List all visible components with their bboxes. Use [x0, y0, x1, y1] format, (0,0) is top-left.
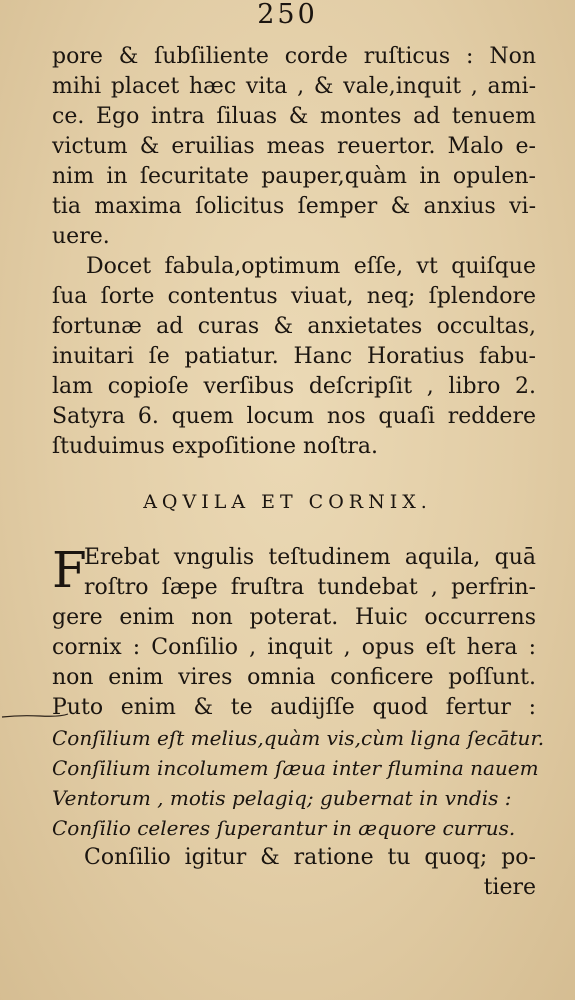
text-line: ſtuduimus expoſitione noſtra.: [52, 434, 379, 459]
text-line: inuitari ſe patiatur. Hanc Horatius fabu-: [52, 344, 536, 369]
text-line: tia maxima ſolicitus ſemper & anxius vi-: [52, 194, 536, 219]
text-line: ce. Ego intra ſiluas & montes ad tenuem: [52, 104, 536, 129]
verse-line: Conſilio celeres ſuperantur in æquore currus.: [52, 816, 516, 840]
text-line: Satyra 6. quem locum nos quaſi reddere: [52, 404, 536, 429]
text-line: victum & eruilias meas reuertor. Malo e-: [52, 134, 536, 159]
text-line: Erebat vngulis teſtudinem aquila, quā: [84, 545, 536, 570]
verse-line: Ventorum , motis pelagiq; gubernat in vndis :: [52, 786, 512, 810]
text-line: gere enim non poterat. Huic occurrens: [52, 605, 536, 630]
text-line: ſua ſorte contentus viuat, neq; ſplendore: [52, 284, 536, 309]
text-line: mihi placet hæc vita , & vale,inquit , ami-: [52, 74, 536, 99]
text-line: roſtro ſæpe fruſtra tundebat , perfrin-: [84, 575, 536, 600]
text-line: non enim vires omnia conficere poſſunt.: [52, 665, 536, 690]
text-line: pore & ſubſiliente corde ruſticus : Non: [52, 44, 536, 69]
text-line: cornix : Conſilio , inquit , opus eſt hera :: [52, 635, 536, 660]
fable-text: [52, 543, 545, 903]
text-line: fortunæ ad curas & anxietates occultas,: [52, 314, 536, 339]
text-line: Conſilio igitur & ratione tu quoq; po-: [84, 845, 536, 870]
page-number: 250: [257, 0, 318, 30]
verse-line: Conſilium incolumem ſæua inter flumina nauem: [52, 756, 539, 780]
catchword: tiere: [483, 875, 536, 900]
text-line: Puto enim & te audijſſe quod fertur :: [52, 695, 536, 720]
body-text: [52, 42, 536, 462]
verse-line: Conſilium eſt melius,quàm vis,cùm ligna ſecātur.: [52, 726, 545, 750]
fable-title: AQVILA ET CORNIX.: [143, 491, 432, 513]
text-line: uere.: [52, 224, 110, 249]
text-line: Docet fabula,optimum eſſe, vt quiſque: [86, 254, 536, 279]
drop-cap: F: [52, 541, 87, 599]
pen-stroke-mark: [0, 705, 70, 725]
text-line: nim in ſecuritate pauper,quàm in opulen-: [52, 164, 536, 189]
text-line: lam copioſe verſibus deſcripſit , libro 2.: [52, 374, 536, 399]
